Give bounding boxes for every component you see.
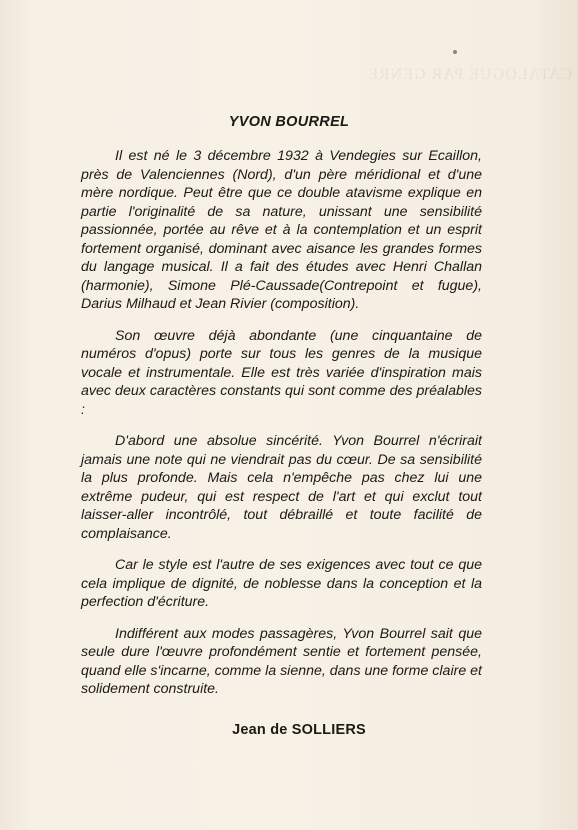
paragraph-conclusion: Indifférent aux modes passagères, Yvon Bourrel sait que seule dure l'œuvre profondément sentie et fortement pensée, quand elle s'incarne, comme la sienne, dans une forme claire et solidement construite.	[81, 625, 482, 697]
paragraph-oeuvre: Son œuvre déjà abondante (une cinquantaine de numéros d'opus) porte sur tous les genres de la musique vocale et instrumentale. Elle est très variée d'inspiration mais avec deux caractères constants qui sont comme des préalables :	[81, 327, 482, 418]
paragraph-sincerity: D'abord une absolue sincérité. Yvon Bourrel n'écrirait jamais une note qui ne viendrait pas du cœur. De sa sensibilité la plus profonde. Mais cela n'empêche pas chez lui une extrême pudeur, qui est respect de l'art et qui exclut tout laisser-aller incontrôlé, tout débraillé et toute facilité de complaisance.	[81, 433, 482, 542]
paragraph-style: Car le style est l'autre de ses exigences avec tout ce que cela implique de dignité, de noblesse dans la conception et la perfection d'écriture.	[81, 557, 482, 610]
show-through-text: CATALOGUE PAR GENRE	[367, 66, 572, 83]
document-body	[81, 147, 482, 699]
paragraph-biography: Il est né le 3 décembre 1932 à Vendegies sur Ecaillon, près de Valenciennes (Nord), d'un père méridional et d'une mère nordique. Peut être que ce double atavisme explique en partie l'originalité de sa nature, unissant une sensibilité passionnée, portée au rêve et à la contemplation et un esprit fortement organisé, dominant avec aisance les grandes formes du langage musical. Il a fait des études avec Henri Challan (harmonie), Simone Plé-Caussade(Contrepoint et fugue), Darius Milhaud et Jean Rivier (composition).	[81, 148, 482, 312]
author-signature: Jean de SOLLIERS	[232, 722, 366, 738]
document-title: YVON BOURREL	[228, 114, 350, 130]
paper-speck	[453, 50, 457, 54]
